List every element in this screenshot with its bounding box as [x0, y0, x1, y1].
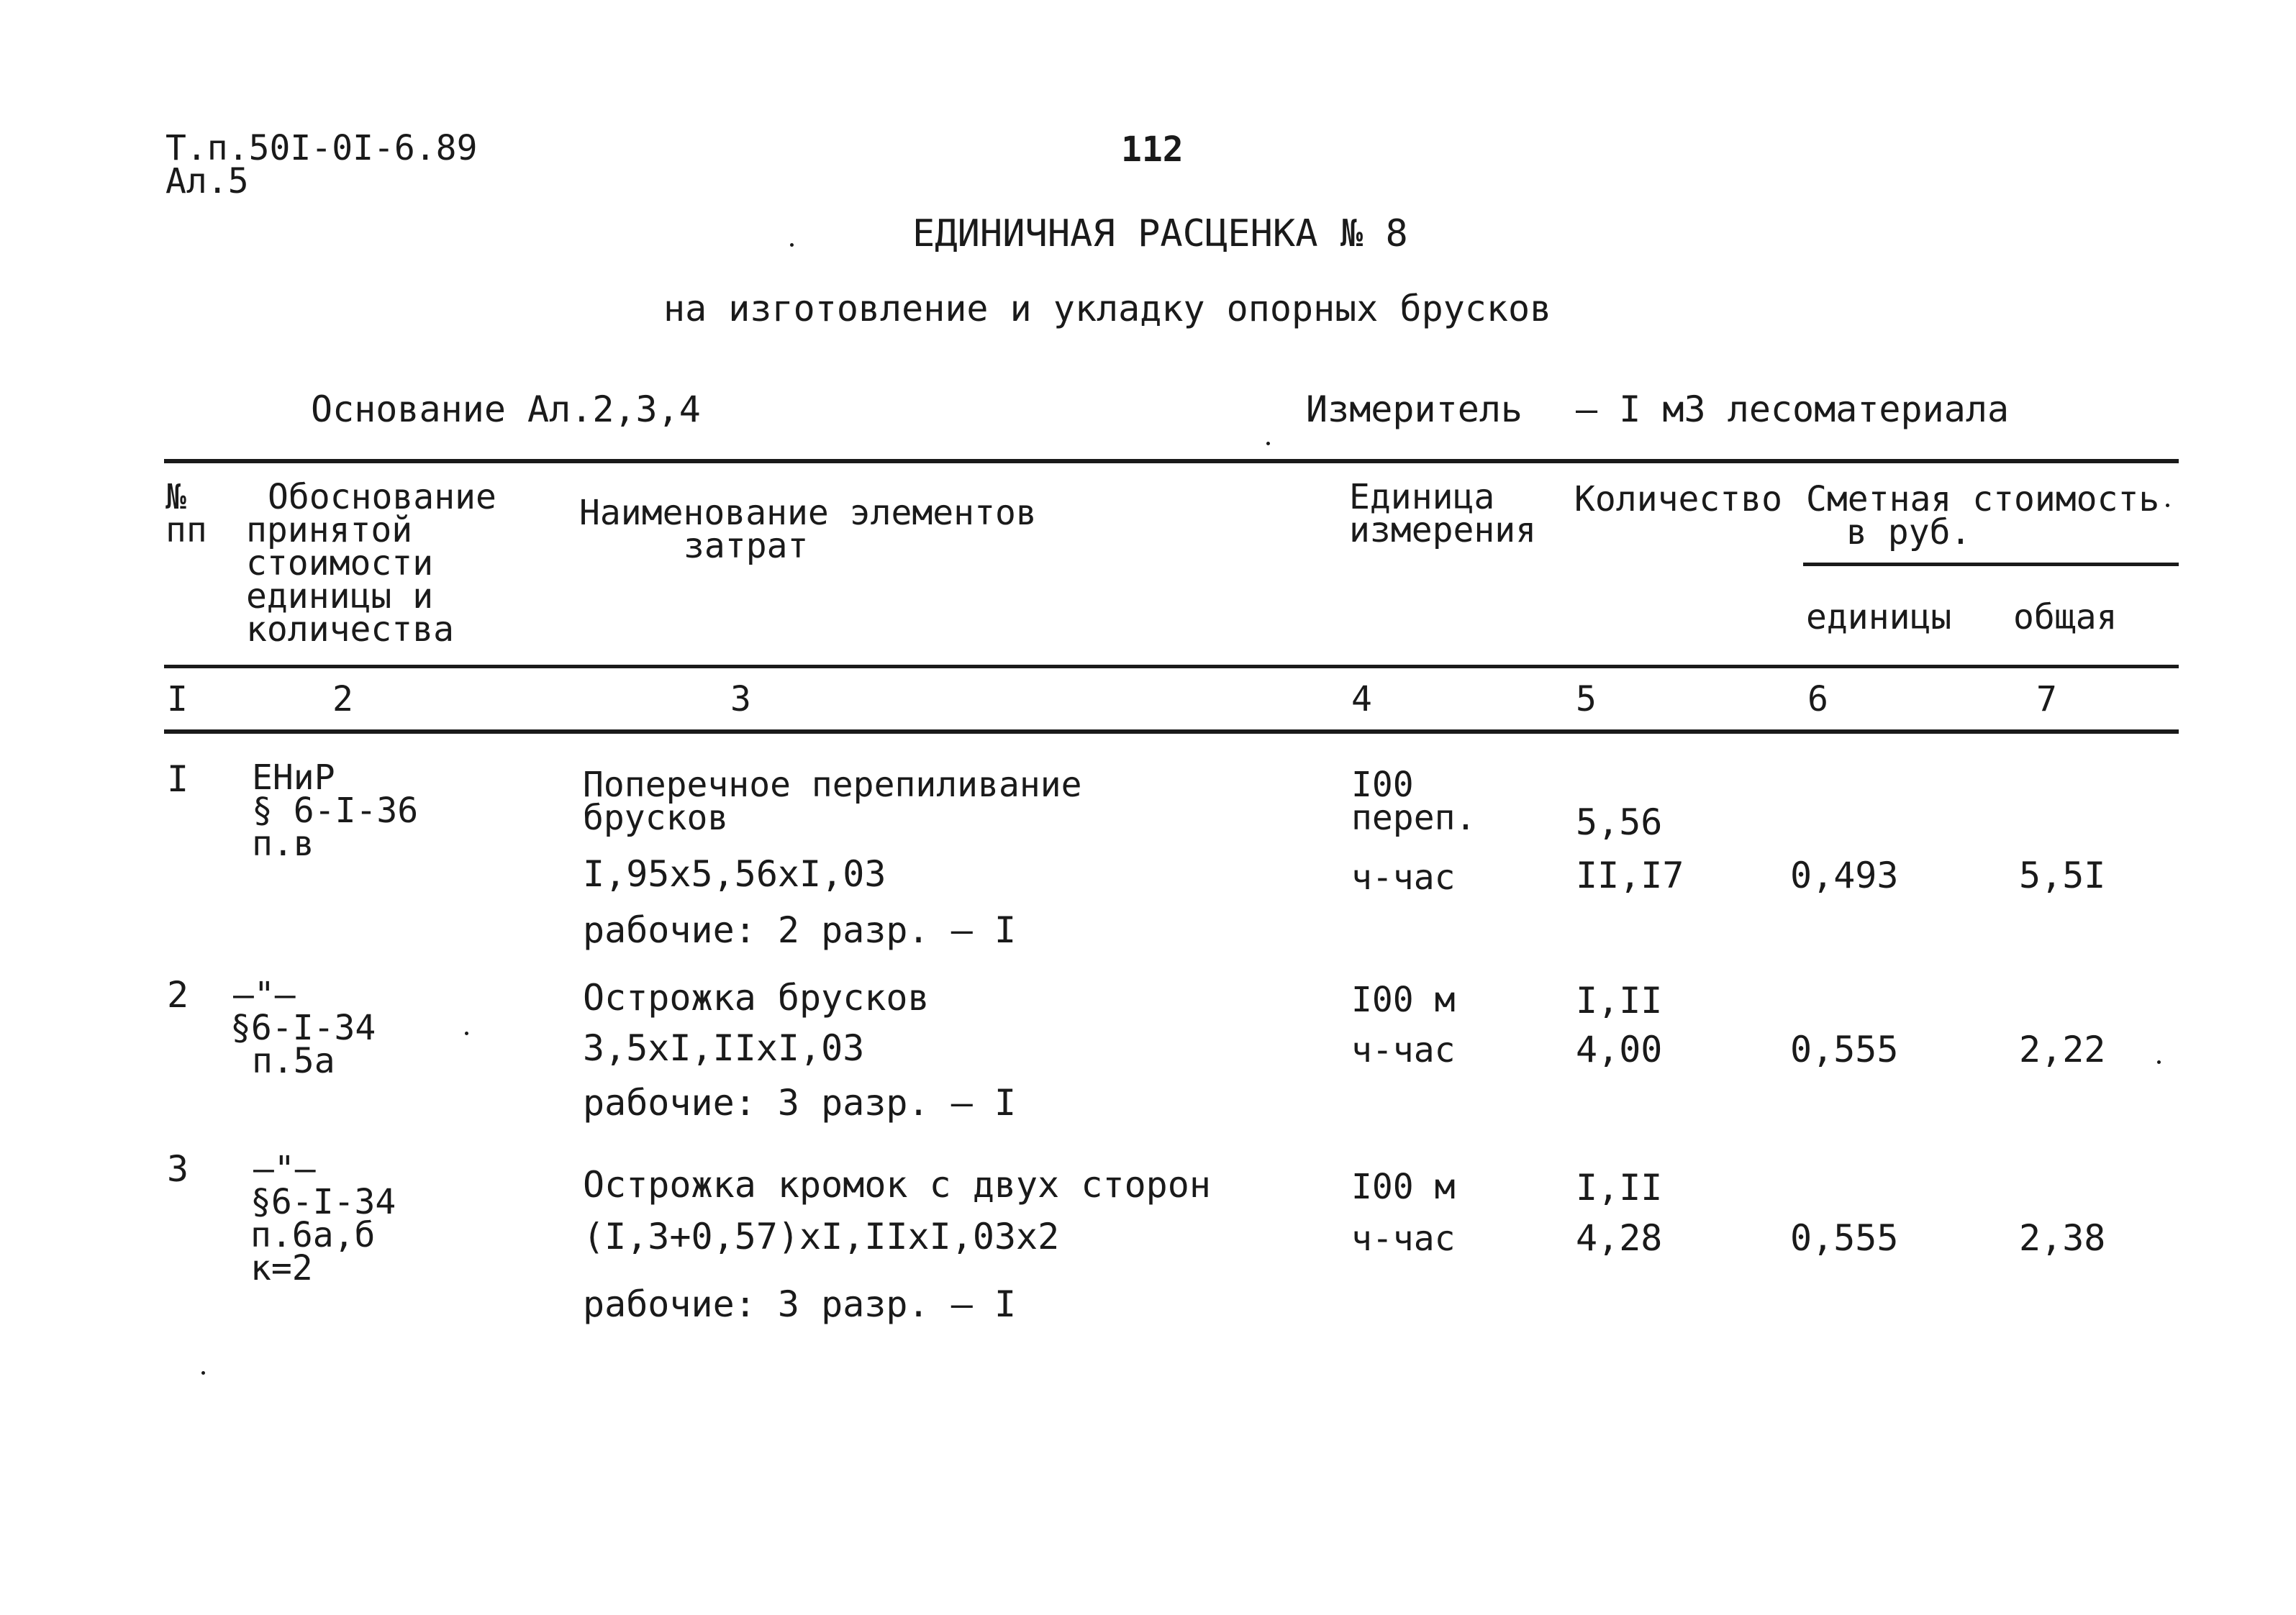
row-labor-unit: ч-час — [1351, 1219, 1456, 1259]
row-formula: 3,5xI,IIxI,03 — [583, 1027, 865, 1069]
header-cost-currency: в руб. — [1846, 512, 1971, 552]
header-cost-title: Сметная стоимость — [1806, 479, 2160, 519]
row-labor-quantity: 4,00 — [1576, 1029, 1663, 1070]
row-total-cost: 5,5I — [2019, 855, 2106, 896]
row-unit: I00 м — [1351, 1167, 1456, 1207]
header-col3 — [579, 493, 1037, 566]
page-subtitle: на изготовление и укладку опорных брусков — [663, 288, 1552, 329]
row-workers: рабочие: 3 разр. – I — [583, 1082, 1017, 1124]
scan-speck — [465, 1032, 468, 1035]
row-quantity: I,II — [1576, 1167, 1663, 1209]
row-unit-line: I00 — [1351, 765, 1414, 805]
header-col1-line: пп — [165, 510, 207, 550]
row-basis-line: ЕНиР — [252, 758, 335, 798]
header-col3-line: Наименование элементов — [579, 493, 1037, 533]
row-labor-quantity: II,I7 — [1576, 855, 1684, 896]
row-unit-cost: 0,555 — [1790, 1217, 1899, 1259]
document-code: Т.п.50I-0I-6.89 — [165, 128, 478, 168]
scan-speck — [790, 243, 794, 247]
header-col2-line: принятой — [246, 510, 413, 550]
row-basis-line: –"– — [253, 1149, 316, 1189]
column-number: 7 — [2036, 679, 2057, 719]
header-bottom-rule — [164, 665, 2179, 668]
row-number: 3 — [167, 1148, 189, 1190]
row-labor-unit: ч-час — [1351, 1030, 1456, 1070]
row-basis — [230, 975, 376, 1081]
row-quantity: 5,56 — [1576, 801, 1663, 843]
scan-speck — [2157, 1060, 2161, 1064]
header-col2-line: стоимости — [246, 543, 434, 583]
column-number: 4 — [1351, 679, 1372, 719]
header-col2 — [246, 477, 496, 650]
row-item-name: Острожка брусков — [583, 977, 930, 1019]
header-col2-line: количества — [246, 609, 454, 650]
header-col1 — [165, 477, 207, 550]
row-basis-line: п.в — [252, 824, 314, 864]
row-total-cost: 2,22 — [2019, 1029, 2106, 1070]
row-unit: I00 м — [1351, 980, 1456, 1020]
meter-value: – I м3 лесоматериала — [1576, 388, 2010, 430]
header-col3-line: затрат — [684, 526, 809, 566]
row-basis-line: п.6а,б — [250, 1215, 376, 1255]
header-col7: общая — [2013, 597, 2118, 637]
row-unit-cost: 0,555 — [1790, 1029, 1899, 1070]
column-numbers-rule — [164, 729, 2179, 734]
row-number: I — [167, 758, 189, 800]
row-item-name-line: Поперечное перепиливание — [583, 765, 1082, 805]
row-unit-cost: 0,493 — [1790, 855, 1899, 896]
page-title: ЕДИНИЧНАЯ РАСЦЕНКА № 8 — [912, 212, 1408, 255]
header-col4-line: измерения — [1349, 510, 1537, 550]
album-label: Ал.5 — [165, 161, 249, 201]
header-col4-line: Единица — [1349, 477, 1495, 517]
row-total-cost: 2,38 — [2019, 1217, 2106, 1259]
row-item-name: Острожка кромок с двух сторон — [583, 1164, 1211, 1206]
row-workers: рабочие: 2 разр. – I — [583, 909, 1017, 951]
row-formula: I,95x5,56xI,03 — [583, 853, 886, 895]
row-workers: рабочие: 3 разр. – I — [583, 1283, 1017, 1325]
row-item-name-line: брусков — [583, 798, 729, 838]
row-unit-line: переп. — [1351, 798, 1476, 838]
header-col1-line: № — [165, 477, 186, 517]
row-labor-unit: ч-час — [1351, 857, 1456, 898]
header-col6: единицы — [1806, 597, 1952, 637]
row-basis — [252, 758, 419, 864]
meter-label: Измеритель — [1306, 388, 1523, 430]
column-number: 6 — [1807, 679, 1828, 719]
row-basis-line: п.5а — [252, 1041, 335, 1081]
column-number: 5 — [1576, 679, 1597, 719]
column-number: I — [167, 679, 188, 719]
row-basis-line: § 6-I-36 — [252, 791, 419, 831]
scan-speck — [1266, 442, 1270, 445]
header-col2-line: единицы и — [246, 576, 434, 617]
basis-label: Основание Ал.2,3,4 — [311, 388, 701, 430]
column-number: 2 — [332, 679, 353, 719]
row-basis-line: §6-I-34 — [250, 1182, 396, 1222]
row-quantity: I,II — [1576, 980, 1663, 1022]
header-col4 — [1349, 477, 1537, 550]
scan-speck — [2166, 504, 2169, 507]
row-labor-quantity: 4,28 — [1576, 1217, 1663, 1259]
row-item-name — [583, 765, 1082, 838]
cost-subheader-rule — [1803, 563, 2179, 566]
row-basis-line: к=2 — [250, 1248, 313, 1288]
row-unit — [1351, 765, 1476, 838]
scan-speck — [201, 1371, 205, 1375]
row-basis — [250, 1149, 396, 1288]
row-formula: (I,3+0,57)xI,IIxI,03x2 — [583, 1216, 1060, 1257]
row-basis-line: –"– — [233, 975, 296, 1015]
header-col2-line: Обоснование — [268, 477, 496, 517]
column-number: 3 — [730, 679, 751, 719]
row-basis-line: §6-I-34 — [230, 1008, 376, 1048]
row-number: 2 — [167, 974, 189, 1016]
table-top-rule — [164, 459, 2179, 463]
header-col5: Количество — [1574, 479, 1782, 519]
page-number: 112 — [1121, 129, 1184, 170]
